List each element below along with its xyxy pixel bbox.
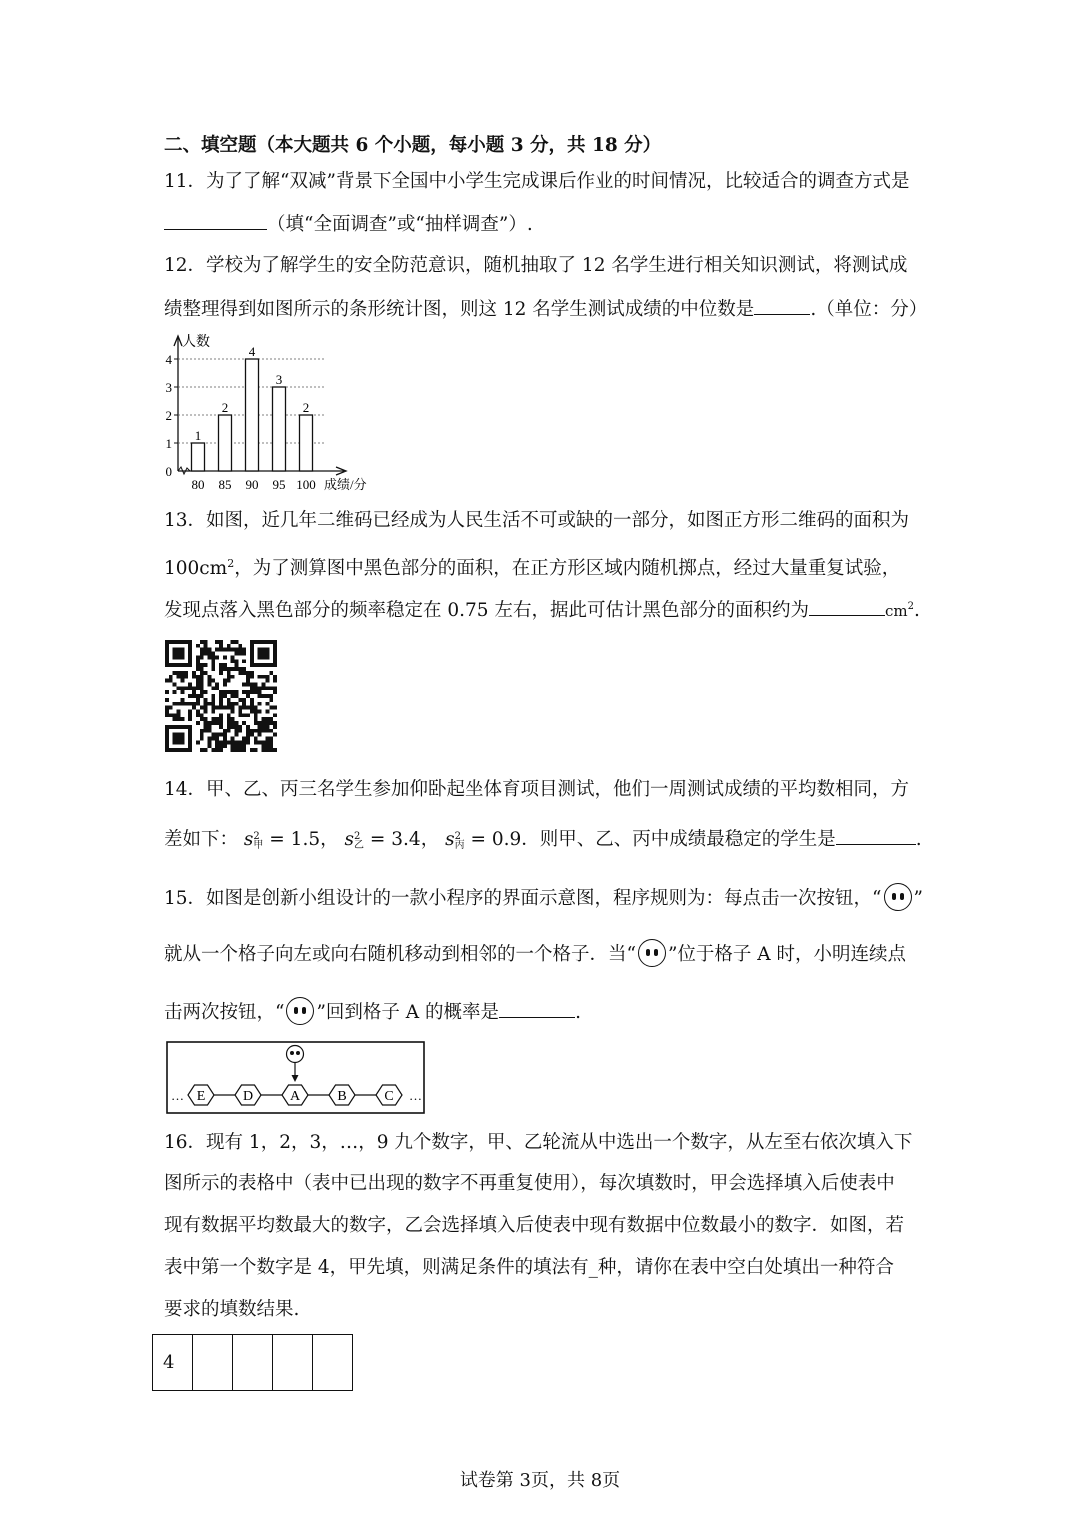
y-tick-label: 4 (165, 352, 172, 367)
bar (273, 387, 286, 471)
table-cell-2[interactable] (193, 1335, 233, 1391)
bar-data-label: 2 (221, 400, 229, 415)
q14-line2-end: . (915, 829, 922, 850)
q15-line1-text: 15．如图是创新小组设计的一款小程序的界面示意图，程序规则为：每点击一次按钮，“ (164, 888, 882, 909)
hexagon-track-figure (166, 1041, 426, 1115)
x-axis-label: 成绩/分 (324, 477, 367, 492)
q15-line1-end: ” (913, 888, 923, 909)
q16-line1: 16．现有 1，2，3，…，9 九个数字，甲、乙轮流从中选出一个数字，从左至右依次填入下 (164, 1132, 913, 1153)
q12-line1: 12．学校为了解学生的安全防范意识，随机抽取了 12 名学生进行相关知识测试，将测试成 (164, 255, 908, 276)
q12-line2-end: .（单位：分） (810, 299, 928, 320)
smiley-face-icon (287, 1046, 304, 1063)
q13-line2 (164, 552, 900, 581)
y-axis-label: 人数 (182, 335, 210, 350)
cell-label: C (384, 1089, 394, 1104)
variance-symbol-1: s (243, 829, 254, 850)
x-tick-label: 90 (245, 477, 259, 492)
bar (246, 359, 259, 471)
y-tick-label: 0 (165, 464, 172, 479)
cell-label: A (289, 1089, 301, 1104)
q13-line3 (164, 595, 920, 623)
bar-data-label: 3 (275, 372, 283, 387)
q15-line2-end: ”位于格子 A 时，小明连续点 (667, 944, 907, 965)
table-cell-3[interactable] (233, 1335, 273, 1391)
q12-line2-text: 绩整理得到如图所示的条形统计图，则这 12 名学生测试成绩的中位数是 (164, 299, 755, 320)
variance-value-2: = 3.4， (369, 829, 440, 850)
q16-line4: 表中第一个数字是 4，甲先填，则满足条件的填法有_种，请你在表中空白处填出一种符合 (164, 1257, 894, 1278)
y-tick-label: 3 (165, 380, 172, 395)
q12-line2 (164, 296, 927, 322)
x-tick-label: 85 (218, 477, 232, 492)
smiley-eye (290, 1051, 294, 1055)
q15-line3-end: . (575, 1002, 581, 1023)
smiley-face-icon (286, 997, 314, 1025)
q14-answer-blank[interactable] (836, 826, 916, 845)
q11-answer-blank[interactable] (164, 211, 267, 230)
number-fill-table (152, 1334, 353, 1391)
bar-data-label: 2 (302, 400, 310, 415)
x-tick-label: 100 (296, 477, 316, 492)
y-tick-label: 2 (165, 408, 172, 423)
q11-line1: 11．为了了解“双减”背景下全国中小学生完成课后作业的时间情况，比较适合的调查方式是 (164, 171, 910, 192)
smiley-eye (296, 1051, 300, 1055)
q13-area-value: 100cm (164, 558, 228, 580)
cell-label: B (337, 1089, 347, 1104)
cell-label: D (242, 1089, 254, 1104)
variance-sub-1: 2 甲 (253, 831, 264, 851)
bar-data-label: 4 (248, 344, 256, 359)
q16-line5: 要求的填数结果. (164, 1299, 300, 1320)
q15-answer-blank[interactable] (499, 999, 575, 1018)
q13-unit: cm (884, 602, 908, 621)
q14-line2-text: 差如下： (164, 829, 239, 850)
q13-line3-end: . (913, 600, 920, 622)
q15-line3 (164, 997, 581, 1025)
bar (300, 415, 313, 471)
bar (219, 415, 232, 471)
ellipsis-left: … (171, 1088, 184, 1103)
qr-code-image (162, 640, 280, 752)
q13-line3-text: 发现点落入黑色部分的频率稳定在 0.75 左右，据此可估计黑色部分的面积约为 (164, 600, 809, 622)
cell-label: E (196, 1089, 206, 1104)
smiley-face-icon (638, 939, 666, 967)
variance-value-1: = 1.5， (269, 829, 339, 850)
page-footer: 试卷第 3页，共 8页 (459, 1470, 621, 1491)
q13-line1: 13．如图，近几年二维码已经成为人民生活不可或缺的一部分，如图正方形二维码的面积为 (164, 510, 910, 531)
variance-value-3: = 0.9．则甲、乙、丙中成绩最稳定的学生是 (470, 829, 836, 850)
table-cell-4[interactable] (273, 1335, 313, 1391)
pointer-arrowhead (292, 1075, 299, 1082)
q14-line1: 14．甲、乙、丙三名学生参加仰卧起坐体育项目测试，他们一周测试成绩的平均数相同，方 (164, 779, 910, 800)
x-tick-label: 95 (272, 477, 286, 492)
q15-line2 (164, 939, 906, 967)
x-tick-label: 80 (191, 477, 205, 492)
bar (192, 443, 205, 471)
q14-line2 (164, 826, 922, 852)
variance-sub-2: 2 乙 (354, 831, 364, 851)
table-cell-5[interactable] (313, 1335, 353, 1391)
q12-answer-blank[interactable] (754, 296, 810, 315)
variance-symbol-3: s (445, 829, 455, 850)
q11-line2-text: （填“全面调查”或“抽样调查”）. (267, 214, 533, 235)
q15-line2-text: 就从一个格子向左或向右随机移动到相邻的一个格子．当“ (164, 944, 636, 965)
ellipsis-right: … (409, 1088, 422, 1103)
q15-line3-mid: ”回到格子 A 的概率是 (316, 1002, 500, 1023)
q16-line2: 图所示的表格中（表中已出现的数字不再重复使用），每次填数时，甲会选择填入后使表中 (164, 1173, 895, 1194)
table-cell-1: 4 (153, 1335, 193, 1391)
bar-data-label: 1 (194, 428, 202, 443)
score-bar-chart (158, 330, 390, 496)
q13-answer-blank[interactable] (809, 597, 885, 616)
smiley-face-icon (884, 883, 912, 911)
section-heading: 二、填空题（本大题共 6 个小题，每小题 3 分，共 18 分） (164, 135, 662, 156)
variance-sub-3: 2 丙 (454, 831, 465, 851)
q13-area-sup: 2 (227, 557, 235, 570)
q13-line2-text: ，为了测算图中黑色部分的面积，在正方形区域内随机掷点，经过大量重复试验， (234, 558, 901, 580)
q15-line1 (164, 883, 923, 911)
variance-symbol-2: s (344, 829, 354, 850)
y-tick-label: 1 (165, 436, 172, 451)
q16-line3: 现有数据平均数最大的数字，乙会选择填入后使表中现有数据中位数最小的数字．如图，若 (164, 1215, 905, 1236)
q15-line3-text: 击两次按钮，“ (164, 1002, 285, 1023)
q11-line2 (164, 211, 533, 237)
q13-unit-sup: 2 (907, 601, 914, 612)
